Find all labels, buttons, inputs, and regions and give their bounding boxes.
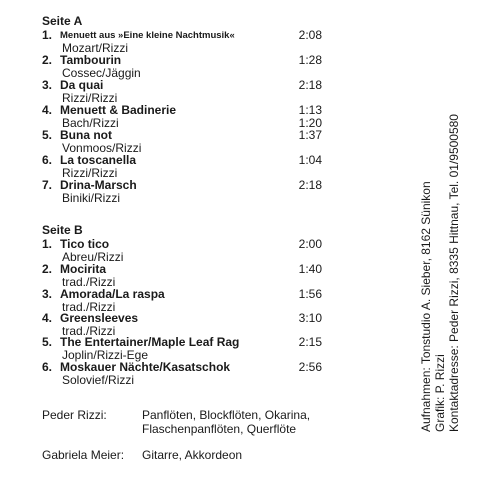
- track-number: 6.: [42, 153, 53, 167]
- track-duration: 2:15: [298, 335, 322, 349]
- track-number: 7.: [42, 178, 53, 192]
- track-number: 6.: [42, 360, 53, 374]
- track-duration: 1:37: [298, 128, 322, 142]
- track-b6: [42, 360, 342, 387]
- track-title: Tambourin: [60, 53, 122, 67]
- track-title: Menuett aus »Eine kleine Nachtmusik«: [60, 30, 235, 41]
- track-composer: Abreu/Rizzi: [62, 250, 124, 264]
- track-number: 5.: [42, 128, 53, 142]
- track-title: Menuett & Badinerie: [60, 103, 177, 117]
- track-duration: 1:56: [298, 287, 322, 301]
- graphic-credit: Grafik: P. Rizzi: [433, 354, 447, 432]
- track-b4: [42, 311, 342, 338]
- track-composer: Solovief/Rizzi: [62, 373, 135, 387]
- track-duration: 1:13: [298, 103, 322, 117]
- track-composer: Rizzi/Rizzi: [62, 166, 118, 180]
- side-b-header: Seite B: [42, 223, 83, 237]
- track-composer: Joplin/Rizzi-Ege: [62, 348, 149, 362]
- track-duration: 2:56: [298, 360, 322, 374]
- track-b3: [42, 287, 342, 314]
- track-composer: Bach/Rizzi: [62, 116, 119, 130]
- track-title: Drina-Marsch: [60, 178, 137, 192]
- credit-instruments: Panflöten, Blockflöten, Okarina, Flaschenpanflöten, Querflöte: [142, 408, 311, 436]
- track-duration: 1:04: [298, 153, 322, 167]
- credit-name: Peder Rizzi:: [42, 408, 107, 422]
- contact-address: Kontaktadresse: Peder Rizzi, 8335 Hittnau, Tel. 01/9500580: [447, 114, 461, 432]
- track-duration: 1:28: [298, 53, 322, 67]
- credit-instruments: Gitarre, Akkordeon: [142, 448, 243, 462]
- track-composer: trad./Rizzi: [62, 324, 116, 338]
- track-a7: [42, 178, 342, 205]
- track-b1: [42, 237, 342, 264]
- track-duration: 2:00: [298, 237, 322, 251]
- track-a2: [42, 53, 342, 80]
- track-b2: [42, 262, 342, 289]
- credit-name: Gabriela Meier:: [42, 448, 125, 462]
- track-title: Greensleeves: [60, 311, 139, 325]
- track-composer: trad./Rizzi: [62, 300, 116, 314]
- track-a4: [42, 103, 342, 130]
- track-composer: Vonmoos/Rizzi: [62, 141, 142, 155]
- track-title: Mocirita: [60, 262, 107, 276]
- track-number: 1.: [42, 28, 53, 42]
- track-number: 4.: [42, 103, 53, 117]
- track-a3: [42, 78, 342, 105]
- track-title: La toscanella: [60, 153, 137, 167]
- track-title: Tico tico: [60, 237, 110, 251]
- track-title: Da quai: [60, 78, 104, 92]
- track-duration: 2:08: [298, 28, 322, 42]
- track-a6: [42, 153, 342, 180]
- track-duration-second: 1:20: [298, 116, 322, 130]
- side-a-header: Seite A: [42, 14, 83, 28]
- track-number: 2.: [42, 53, 53, 67]
- track-a1: [42, 28, 342, 55]
- track-number: 1.: [42, 237, 53, 251]
- track-duration: 2:18: [298, 178, 322, 192]
- track-composer: trad./Rizzi: [62, 275, 116, 289]
- track-number: 4.: [42, 311, 53, 325]
- track-composer: Mozart/Rizzi: [62, 41, 129, 55]
- track-composer: Rizzi/Rizzi: [62, 91, 118, 105]
- track-duration: 1:40: [298, 262, 322, 276]
- track-number: 3.: [42, 78, 53, 92]
- track-composer: Biniki/Rizzi: [62, 191, 121, 205]
- track-composer: Cossec/Jäggin: [62, 66, 141, 80]
- track-duration: 2:18: [298, 78, 322, 92]
- track-title: Moskauer Nächte/Kasatschok: [60, 360, 231, 374]
- track-title: Buna not: [60, 128, 112, 142]
- track-number: 2.: [42, 262, 53, 276]
- track-title: Amorada/La raspa: [60, 287, 165, 301]
- track-duration: 3:10: [298, 311, 322, 325]
- recording-credit: Aufnahmen: Tonstudio A. Sieber, 8162 Sünikon: [419, 181, 433, 432]
- track-number: 5.: [42, 335, 53, 349]
- track-title: The Entertainer/Maple Leaf Rag: [60, 335, 240, 349]
- track-number: 3.: [42, 287, 53, 301]
- track-a5: [42, 128, 342, 155]
- track-b5: [42, 335, 342, 362]
